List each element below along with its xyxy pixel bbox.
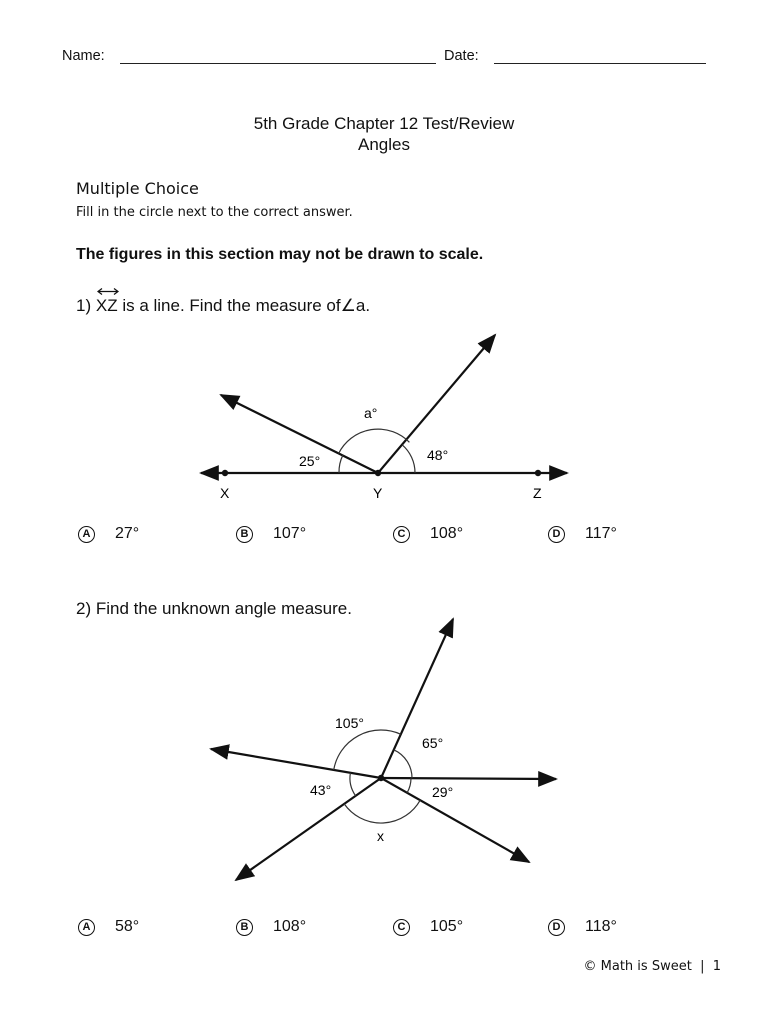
question-1-number: 1) xyxy=(76,296,92,315)
arc-angle-65 xyxy=(394,750,412,778)
angle-a-label: a° xyxy=(364,405,378,421)
line-xz-label: XZ xyxy=(95,296,118,315)
bubble-c[interactable]: C xyxy=(393,919,410,936)
choice-value: 117° xyxy=(585,525,617,542)
point-y-dot xyxy=(375,470,381,476)
angle-29-label: 29° xyxy=(432,784,454,800)
angle-43-label: 43° xyxy=(310,782,332,798)
arc-angle-25 xyxy=(339,455,343,473)
choice-value: 107° xyxy=(273,525,307,542)
bubble-c[interactable]: C xyxy=(393,526,410,543)
question-2-number: 2) xyxy=(76,599,92,618)
choice-value: 108° xyxy=(273,918,307,935)
section-instructions: Fill in the circle next to the correct answer. xyxy=(76,205,353,220)
point-x-label: X xyxy=(220,485,230,501)
footer xyxy=(584,959,721,974)
ray-lower-right xyxy=(381,778,529,862)
point-y-label: Y xyxy=(373,485,383,501)
angle-65-label: 65° xyxy=(422,735,444,751)
angle-105-label: 105° xyxy=(335,715,364,731)
bubble-b[interactable]: B xyxy=(236,919,253,936)
ray-lower-left xyxy=(236,778,381,880)
page-number: 1 xyxy=(712,959,721,974)
point-z-label: Z xyxy=(533,485,542,501)
choice-value: 58° xyxy=(115,918,140,935)
bubble-b[interactable]: B xyxy=(236,526,253,543)
page-subtitle: Angles xyxy=(358,135,410,154)
q2-choice-b[interactable] xyxy=(236,918,306,936)
angle-48-label: 48° xyxy=(427,447,449,463)
page-title: 5th Grade Chapter 12 Test/Review xyxy=(253,114,515,133)
arc-angle-x xyxy=(344,800,420,823)
q2-choice-d[interactable] xyxy=(548,918,617,936)
question-1-text-end: a. xyxy=(355,296,371,315)
q1-choice-b[interactable] xyxy=(236,525,306,543)
choice-value: 118° xyxy=(585,918,617,935)
question-1-text: is a line. Find the measure of xyxy=(122,296,341,315)
angle-x-label: x xyxy=(377,828,384,844)
ray-up xyxy=(381,619,453,778)
date-label: Date: xyxy=(444,48,479,64)
scale-note: The figures in this section may not be drawn to scale. xyxy=(76,246,484,263)
point-z-dot xyxy=(535,470,541,476)
vertex-dot xyxy=(378,775,384,781)
name-label: Name: xyxy=(62,48,105,64)
q1-choice-c[interactable] xyxy=(393,525,463,543)
angle-25-label: 25° xyxy=(299,453,321,469)
arc-angle-29 xyxy=(407,778,411,793)
choice-value: 105° xyxy=(430,918,464,935)
choice-value: 27° xyxy=(115,525,140,542)
q1-choice-d[interactable] xyxy=(548,525,617,543)
footer-separator: | xyxy=(700,959,705,974)
question-2 xyxy=(76,599,352,619)
section-heading: Multiple Choice xyxy=(76,179,199,198)
q1-choice-a[interactable] xyxy=(78,525,139,543)
bubble-a[interactable]: A xyxy=(78,526,95,543)
point-x-dot xyxy=(222,470,228,476)
arc-angle-105 xyxy=(334,730,401,770)
q2-choice-a[interactable] xyxy=(78,918,139,936)
question-2-text: Find the unknown angle measure. xyxy=(95,599,352,618)
bubble-d[interactable]: D xyxy=(548,526,565,543)
bubble-d[interactable]: D xyxy=(548,919,565,936)
arc-angle-43 xyxy=(350,773,356,796)
ray-right-2 xyxy=(381,778,556,779)
angle-symbol: ∠ xyxy=(340,296,356,315)
arc-angle-48 xyxy=(402,445,415,473)
ray-left-2 xyxy=(211,749,381,778)
q2-choice-c[interactable] xyxy=(393,918,463,936)
bubble-a[interactable]: A xyxy=(78,919,95,936)
copyright: © Math is Sweet xyxy=(583,959,692,974)
choice-value: 108° xyxy=(430,525,464,542)
